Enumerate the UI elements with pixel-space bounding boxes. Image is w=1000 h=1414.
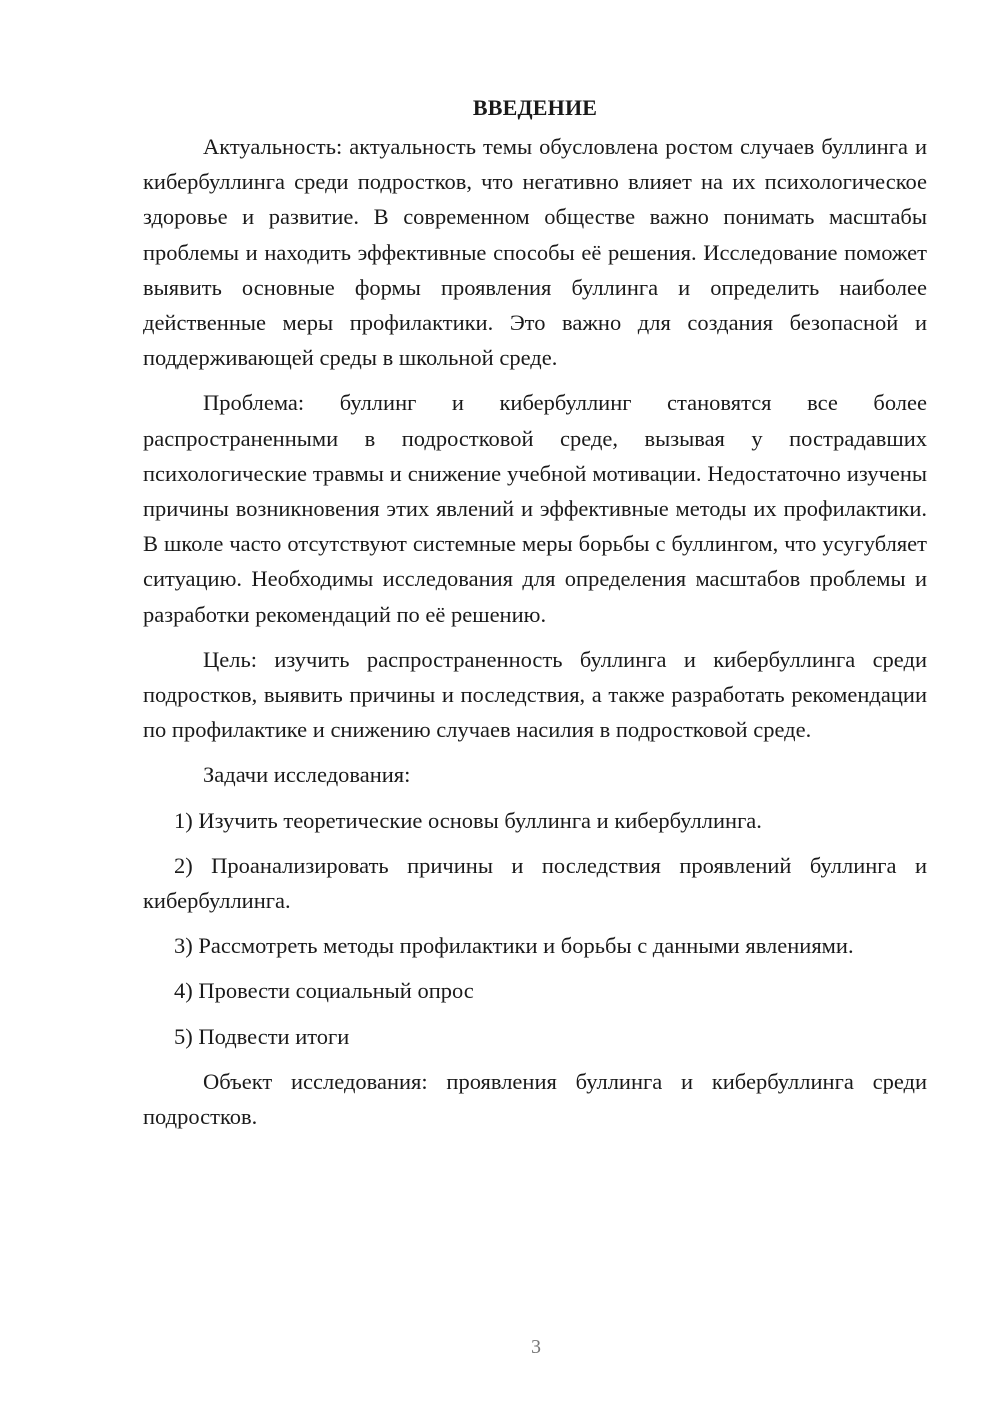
paragraph-problem: Проблема: буллинг и кибербуллинг становятся все более распространенными в подростковой среде, вызывая у пострадавших психологические травмы и снижение учебной мотивации. Недостаточно изучены причины возникновения этих явлений и эффективные методы их профилактики. В школе часто отсутствуют системные меры борьбы с буллингом, что усугубляет ситуацию. Необходимы исследования для определения масштабов проблемы и разработки рекомендаций по её решению.	[143, 390, 927, 627]
paragraph-relevance: Актуальность: актуальность темы обусловлена ростом случаев буллинга и кибербуллинга среди подростков, что негативно влияет на их психологическое здоровье и развитие. В современном обществе важно понимать масштабы проблемы и находить эффективные способы её решения. Исследование поможет выявить основные формы проявления буллинга и определить наиболее действенные меры профилактики. Это важно для создания безопасной и поддерживающей среды в школьной среде.	[143, 134, 927, 371]
task-item-1: 1) Изучить теоретические основы буллинга и кибербуллинга.	[174, 807, 762, 833]
task-item-4: 4) Провести социальный опрос	[174, 978, 474, 1004]
task-item-5: 5) Подвести итоги	[174, 1023, 350, 1049]
task-item-2: 2) Проанализировать причины и последствия проявлений буллинга и кибербуллинга.	[143, 852, 927, 914]
section-heading: ВВЕДЕНИЕ	[472, 95, 598, 120]
paragraph-object: Объект исследования: проявления буллинга и кибербуллинга среди подростков.	[143, 1068, 927, 1130]
page-content	[143, 92, 927, 1144]
tasks-heading: Задачи исследования:	[203, 762, 411, 788]
paragraph-goal: Цель: изучить распространенность буллинга и кибербуллинга среди подростков, выявить причины и последствия, а также разработать рекомендации по профилактике и снижению случаев насилия в подростковой среде.	[143, 646, 927, 743]
task-item-3: 3) Рассмотреть методы профилактики и борьбы с данными явлениями.	[174, 933, 854, 959]
page-number: 3	[531, 1336, 541, 1358]
